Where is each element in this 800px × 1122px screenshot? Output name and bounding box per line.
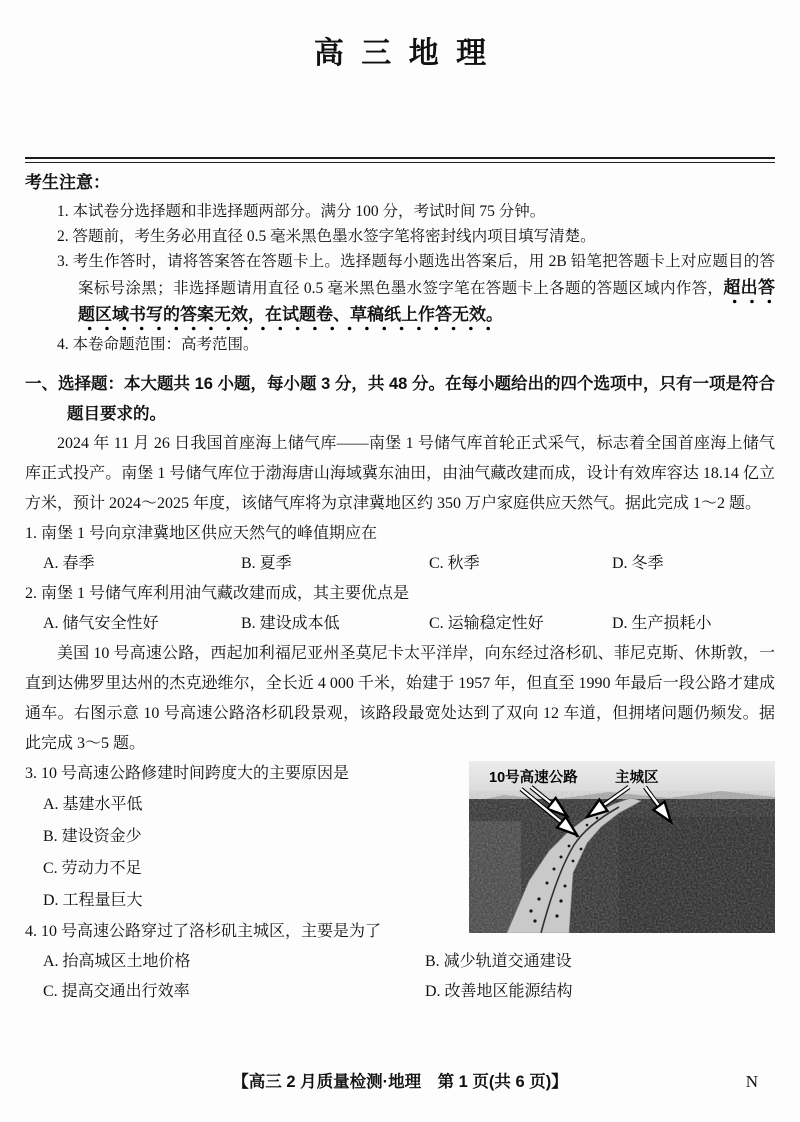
highway-photo-figure <box>469 761 775 933</box>
passage-gas-storage: 2024 年 11 月 26 日我国首座海上储气库——南堡 1 号储气库首轮正式采气，标志着全国首座海上储气库正式投产。南堡 1 号储气库位于渤海唐山海域冀东油田，由油气藏改建而成，设计有效库容达 18.14 亿立方米，预计 2024～2025 年度，该储气库将为京津冀地区约 350 万户家庭供应天然气。据此完成 1～2 题。 <box>25 435 775 512</box>
q3-option-b: B. 建设资金少 <box>43 828 142 845</box>
notice-item-1: 1. 本试卷分选择题和非选择题两部分。满分 100 分，考试时间 75 分钟。 <box>57 203 546 220</box>
q3-option-d: D. 工程量巨大 <box>43 892 143 909</box>
question-4-options-row-2 <box>43 977 775 1007</box>
footer-right-mark: N <box>745 1072 758 1091</box>
photo-texture <box>469 791 775 933</box>
question-1-options <box>43 549 775 579</box>
q1-option-b: B. 夏季 <box>241 555 292 572</box>
question-2-options <box>43 609 775 639</box>
notice-item-3-emphasis: 超出答题区域书写的答案无效，在试题卷、草稿纸上作答无效。 <box>78 278 775 331</box>
notice-heading: 考生注意： <box>25 173 110 192</box>
question-3-4-block <box>25 759 775 1007</box>
question-2-stem: 2. 南堡 1 号储气库利用油气藏改建而成，其主要优点是 <box>25 585 410 602</box>
question-4-options-row-1 <box>43 947 775 977</box>
q1-option-a: A. 春季 <box>43 555 95 572</box>
passage-highway: 美国 10 号高速公路，西起加利福尼亚州圣莫尼卡太平洋岸，向东经过洛杉矶、菲尼克斯、休斯敦，一直到达佛罗里达州的杰克逊维尔，全长近 4 000 千米，始建于 1957 年，但直至 1990 年最后一段公路才建成通车。右图示意 10 号高速公路洛杉矶段景观，该路段最宽处达到了双向 12 车道，但拥堵问题仍频发。据此完成 3～5 题。 <box>25 645 775 752</box>
q2-option-b: B. 建设成本低 <box>241 615 340 632</box>
question-3-stem: 3. 10 号高速公路修建时间跨度大的主要原因是 <box>25 765 350 782</box>
q4-option-c: C. 提高交通出行效率 <box>43 983 190 1000</box>
exam-page <box>0 34 800 1007</box>
highway-aerial-photo <box>469 761 775 933</box>
q1-option-c: C. 秋季 <box>429 555 480 572</box>
section-1-heading: 一、选择题：本大题共 16 小题，每小题 3 分，共 48 分。在每小题给出的四个选项中，只有一项是符合题目要求的。 <box>25 375 775 423</box>
notice-item-3-text: 3. 考生作答时，请将答案答在答题卡上。选择题每小题选出答案后，用 2B 铅笔把答题卡上对应题目的答案标号涂黑；非选择题请用直径 0.5 毫米黑色墨水签字笔在答题卡上各题的答题区域内作答， <box>57 253 775 297</box>
notice-item-3 <box>25 249 775 329</box>
figure-label-urban: 主城区 <box>615 770 659 786</box>
q2-option-d: D. 生产损耗小 <box>612 615 712 632</box>
figure-label-highway: 10号高速公路 <box>489 770 578 786</box>
header-divider <box>25 157 775 163</box>
q1-option-d: D. 冬季 <box>612 555 664 572</box>
notice-item-4: 4. 本卷命题范围：高考范围。 <box>57 336 259 353</box>
question-4-stem: 4. 10 号高速公路穿过了洛杉矶主城区，主要是为了 <box>25 923 382 940</box>
page-title: 高三地理 <box>313 37 504 70</box>
question-1-stem: 1. 南堡 1 号向京津冀地区供应天然气的峰值期应在 <box>25 525 378 542</box>
q4-option-d: D. 改善地区能源结构 <box>425 983 573 1000</box>
q2-option-c: C. 运输稳定性好 <box>429 615 544 632</box>
q4-option-a: A. 抬高城区土地价格 <box>43 953 191 970</box>
q3-option-c: C. 劳动力不足 <box>43 860 142 877</box>
q4-option-b: B. 减少轨道交通建设 <box>425 953 572 970</box>
q3-option-a: A. 基建水平低 <box>43 796 143 813</box>
q2-option-a: A. 储气安全性好 <box>43 615 159 632</box>
page-footer: 【高三 2 月质量检测·地理 第 1 页(共 6 页)】 <box>232 1073 568 1091</box>
notice-item-2: 2. 答题前，考生务必用直径 0.5 毫米黑色墨水签字笔将密封线内项目填写清楚。 <box>57 228 596 245</box>
